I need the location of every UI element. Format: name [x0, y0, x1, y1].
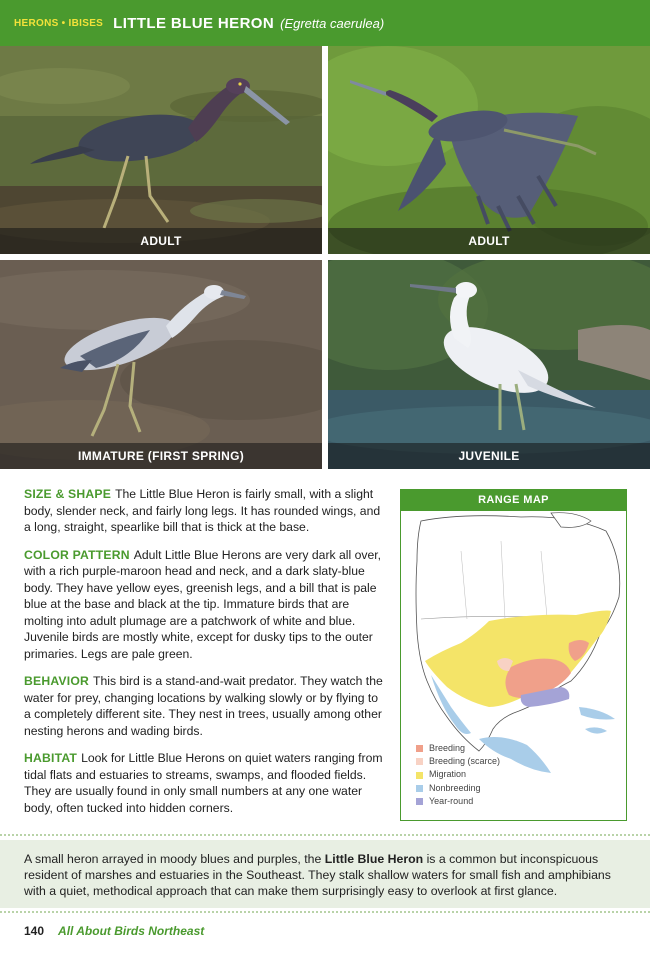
photo-adult-flight — [328, 46, 650, 254]
legend-label: Breeding — [429, 743, 466, 753]
legend-swatch — [416, 772, 423, 779]
photo-juvenile — [328, 260, 650, 469]
section-label: HERONS • IBISES — [14, 17, 104, 29]
scientific-name: (Egretta caerulea) — [280, 15, 385, 31]
legend-label: Migration — [429, 769, 467, 780]
size-shape-paragraph — [24, 486, 386, 536]
range-map-title: RANGE MAP — [401, 490, 626, 511]
photo-caption: ADULT — [328, 228, 650, 254]
color-pattern-paragraph — [24, 547, 386, 663]
summary-body: is a common but inconspicuous resident of marshes and estuaries in the Southeast. They stalk shallow waters for small fish and amphibians with a quiet, methodical approach that can make them surprisingly easy to overlook at first glance. — [24, 852, 611, 899]
legend-label: Breeding (scarce) — [429, 756, 501, 767]
page-number: 140 — [24, 924, 45, 938]
behavior-paragraph — [24, 673, 386, 739]
behavior-heading: BEHAVIOR — [24, 674, 90, 688]
heron-adult-flight-image — [328, 46, 650, 254]
habitat-text: Look for Little Blue Herons on quiet waters ranging from tidal flats and estuaries to streams, swamps, and flooded fields. They are usually found in only small numbers at any one water body, often tucked into hidden corners. — [24, 751, 383, 815]
legend-swatch — [416, 745, 423, 752]
summary-species-name: Little Blue Heron — [324, 852, 424, 866]
legend-swatch — [416, 785, 423, 792]
size-shape-text: The Little Blue Heron is fairly small, with a slight body, slender neck, and fairly long legs. It has rounded wings, and a long, straight, spearlike bill that is thick at the base. — [24, 487, 381, 534]
legend-item — [416, 768, 500, 781]
range-map-box — [400, 489, 627, 821]
legend-item — [416, 742, 500, 755]
heron-immature-image — [0, 260, 322, 469]
range-map-legend — [416, 742, 500, 808]
habitat-heading: HABITAT — [24, 751, 78, 765]
photo-immature — [0, 260, 322, 469]
legend-item — [416, 755, 500, 768]
legend-label: Year-round — [429, 795, 474, 806]
page-footer — [24, 924, 204, 938]
summary-intro: A small heron arrayed in moody blues and purples, the — [24, 852, 325, 866]
behavior-text: This bird is a stand-and-wait predator. They watch the water for prey, changing locations by walking slowly or by flying to a completely different site. They nest in trees, usually among other nesting herons and wading birds. — [24, 674, 383, 738]
heron-adult-standing-image — [0, 46, 322, 254]
legend-item — [416, 795, 500, 808]
photo-caption: JUVENILE — [328, 443, 650, 469]
legend-item — [416, 782, 500, 795]
photo-caption: IMMATURE (FIRST SPRING) — [0, 443, 322, 469]
photo-adult-standing — [0, 46, 322, 254]
species-title: LITTLE BLUE HERON — [113, 14, 275, 32]
species-description — [24, 486, 386, 827]
size-shape-heading: SIZE & SHAPE — [24, 487, 112, 501]
book-title: All About Birds Northeast — [58, 924, 205, 938]
legend-swatch — [416, 798, 423, 805]
species-summary — [0, 840, 650, 908]
heron-juvenile-image — [328, 260, 650, 469]
habitat-paragraph — [24, 750, 386, 816]
color-pattern-text: Adult Little Blue Herons are very dark all over, with a rich purple-maroon head and neck, and a dark slaty-blue body. They have yellow eyes, greenish legs, and a bill that is pale blue at the base and black at the tip. Immature birds that are molting into adult plumage are a patchwork of white and blue. Juvenile birds are mostly white, except for dusky tips to the outer primaries. Legs are pale green. — [24, 547, 381, 661]
divider-top — [0, 834, 650, 836]
legend-label: Nonbreeding — [429, 782, 481, 793]
page-header — [0, 0, 650, 46]
color-pattern-heading: COLOR PATTERN — [24, 547, 130, 562]
photo-caption: ADULT — [0, 228, 322, 254]
divider-bottom — [0, 911, 650, 913]
legend-swatch — [416, 758, 423, 765]
